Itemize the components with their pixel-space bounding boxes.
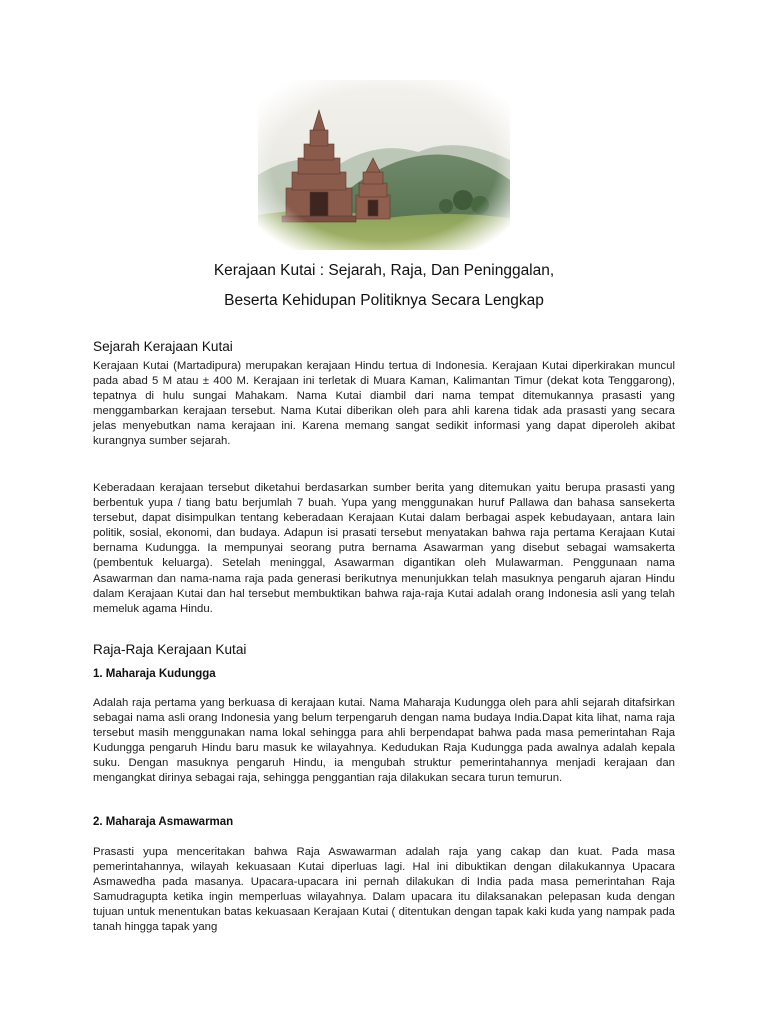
page-title-line-1: Kerajaan Kutai : Sejarah, Raja, Dan Peninggalan,: [213, 262, 555, 279]
subheading-asmawarman: 2. Maharaja Asmawarman: [93, 816, 234, 828]
paragraph-sejarah-2: Keberadaan kerajaan tersebut diketahui berdasarkan sumber berita yang ditemukan yaitu berupa prasasti yang berbentuk yupa / tiang batu berjumlah 7 buah. Yupa yang menggunakan huruf Pallawa dan bahasa sansekerta tersebut, dapat disimpulkan tentang keberadaan Kerajaan Kutai dalam berbagai aspek kebudayaan, antara lain politik, sosial, ekonomi, dan budaya. Adapun isi prasati tersebut menyatakan bahwa raja pertama Kerajaan Kutai bernama Kudungga. Ia mempunyai seorang putra bernama Asawarman yang disebut sebagai wamsakerta (pembentuk keluarga). Setelah meninggal, Asawarman digantikan oleh Mulawarman. Penggunaan nama Asawarman dan nama-nama raja pada generasi berikutnya menunjukkan telah masuknya pengaruh ajaran Hindu dalam Kerajaan Kutai dan hal tersebut membuktikan bahwa raja-raja Kutai adalah orang Indonesia asli yang telah memeluk agama Hindu.: [93, 482, 675, 615]
temple-illustration: [258, 80, 510, 250]
paragraph-asmawarman: Prasasti yupa menceritakan bahwa Raja Aswawarman adalah raja yang cakap dan kuat. Pada masa pemerintahannya, wilayah kekuasaan Kutai diperluas lagi. Hal ini dibuktikan dengan dilakukannya Upacara Asmawedha pada masanya. Upacara-upacara ini pernah dilakukan di India pada masa pemerintahan Raja Samudragupta ketika ingin memperluas wilayahnya. Dalam upacara itu dilaksanakan pelepasan kuda dengan tujuan untuk menentukan batas kekuasaan Kerajaan Kutai ( ditentukan dengan tapak kaki kuda yang nampak pada tanah hingga tapak yang: [93, 846, 675, 934]
temple-photo: [258, 80, 510, 250]
subheading-kudungga: 1. Maharaja Kudungga: [93, 668, 216, 680]
section-heading-sejarah: Sejarah Kerajaan Kutai: [93, 339, 233, 354]
page-title-line-2: Beserta Kehidupan Politiknya Secara Lengkap: [224, 292, 544, 309]
paragraph-sejarah-1: Kerajaan Kutai (Martadipura) merupakan kerajaan Hindu tertua di Indonesia. Kerajaan Kutai diperkirakan muncul pada abad 5 M atau ± 400 M. Kerajaan ini terletak di Muara Kaman, Kalimantan Timur (dekat kota Tenggarong), tepatnya di hulu sungai Mahakam. Nama Kutai diambil dari nama tempat ditemukannya prasasti yang menggambarkan kerajaan tersebut. Nama Kutai diberikan oleh para ahli karena tidak ada prasasti yang secara jelas menyebutkan nama kerajaan ini. Karena memang sangat sedikit informasi yang dapat diperoleh akibat kurangnya sumber sejarah.: [93, 360, 675, 448]
section-heading-raja: Raja-Raja Kerajaan Kutai: [93, 642, 247, 657]
paragraph-kudungga: Adalah raja pertama yang berkuasa di kerajaan kutai. Nama Maharaja Kudungga oleh para ahli sejarah ditafsirkan sebagai nama asli orang Indonesia yang belum terpengaruh dengan nama budaya India.Dapat kita lihat, nama raja tersebut masih menggunakan nama lokal sehingga para ahli berpendapat bahwa pada masa pemerintahan Raja Kudungga pengaruh Hindu baru masuk ke wilayahnya. Kedudukan Raja Kudungga pada awalnya adalah kepala suku. Dengan masuknya pengaruh Hindu, ia mengubah struktur pemerintahannya menjadi kerajaan dan mengangkat dirinya sebagai raja, sehingga penggantian raja dilakukan secara turun temurun.: [93, 697, 675, 785]
